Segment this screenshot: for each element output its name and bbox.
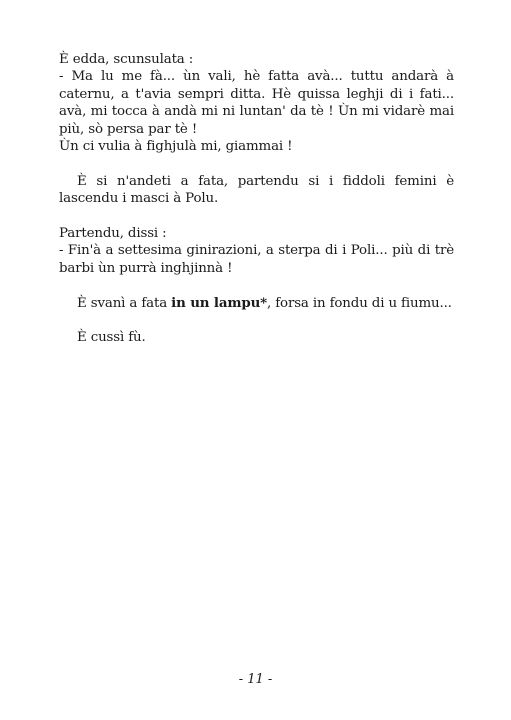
paragraph-spacer bbox=[59, 312, 454, 329]
paragraph-departure: È si n'andeti a fata, partendu si i fiddoli femini è lascendu i masci à Polu. bbox=[59, 173, 454, 207]
paragraph-quote-fate: - Ma lu me fà... ùn vali, hè fatta avà... tuttu andarà à caternu, a t'avia sempri ditta. Hè quissa leghji di i fati... avà, mi tocca à andà mi ni luntan' da tè ! Ùn mi vidarè mai più, sò persa par tè ! bbox=[59, 69, 454, 137]
paragraph-vanish bbox=[59, 295, 454, 312]
paragraph-quote-end: Ùn ci vulia à fighjulà mi, giammai ! bbox=[59, 139, 293, 155]
vanish-text-before: È svanì a fata bbox=[77, 295, 172, 311]
paragraph-prophecy: - Fin'à a settesima ginirazioni, a sterpa di i Poli... più di trè barbi ùn purrà inghjinnà ! bbox=[59, 243, 454, 276]
paragraph-leaving-intro: Partendu, dissi : bbox=[59, 226, 167, 242]
vanish-text-bold: in un lampu* bbox=[171, 294, 268, 311]
vanish-text-after: , forsa in fondu di u fiumu... bbox=[267, 295, 452, 311]
paragraph-spacer bbox=[59, 155, 454, 172]
document-body bbox=[59, 51, 454, 347]
paragraph-spacer bbox=[59, 208, 454, 225]
paragraph-intro: È edda, scunsulata : bbox=[59, 52, 194, 67]
paragraph-spacer bbox=[59, 277, 454, 294]
page-number: - 11 - bbox=[238, 672, 273, 687]
paragraph-ending: È cussì fù. bbox=[77, 330, 146, 346]
